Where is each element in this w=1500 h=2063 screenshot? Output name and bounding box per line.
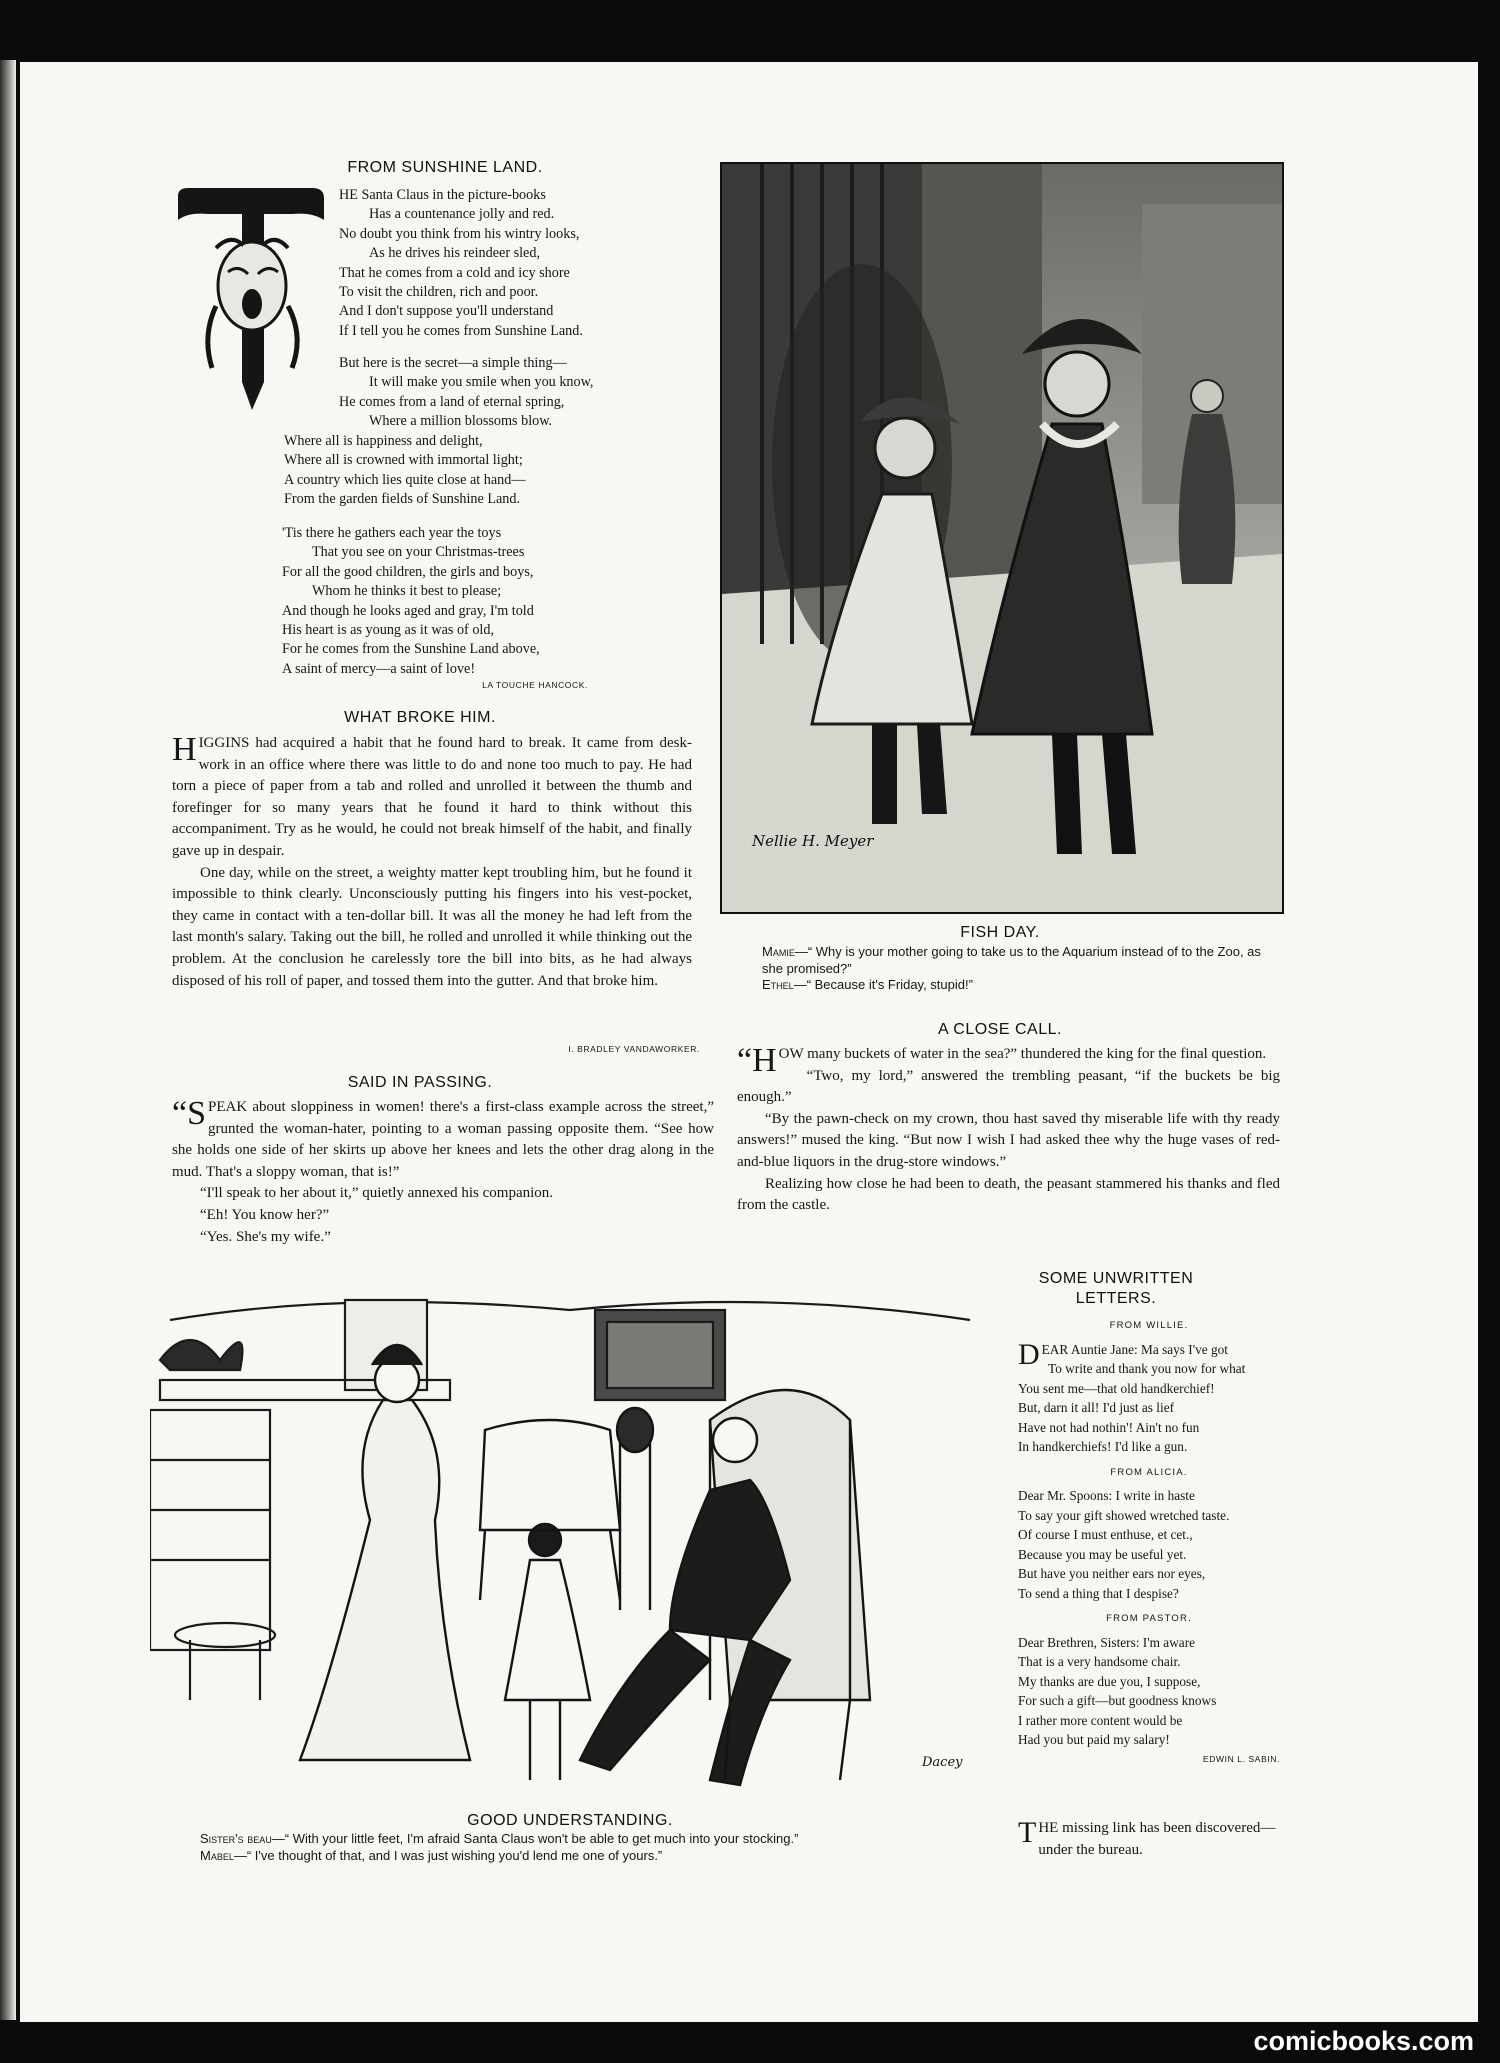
verse-line: For such a gift—but goodness knows bbox=[1018, 1693, 1217, 1708]
verse-line: A country which lies quite close at hand— bbox=[284, 471, 526, 488]
verse-line: For all the good children, the girls and boys, bbox=[282, 563, 534, 580]
verse-line: Dear Mr. Spoons: I write in haste bbox=[1018, 1488, 1195, 1503]
verse-line: To write and thank you now for what bbox=[1048, 1361, 1246, 1376]
story-close-call bbox=[737, 1044, 1280, 1217]
poem-title-letters: SOME UNWRITTEN LETTERS. bbox=[1038, 1270, 1194, 1307]
verse-line: Where a million blossoms blow. bbox=[369, 413, 553, 430]
verse-line: But, darn it all! I'd just as lief bbox=[1018, 1400, 1175, 1415]
watermark-logo: comicbooks.com bbox=[1253, 2026, 1474, 2056]
paragraph: “By the pawn-check on my crown, thou hast saved thy miserable life with thy ready answers!” mused the king. “But now I wish I had asked thee why the huge vases of red-and-blue liquors in the drug-store windows.” bbox=[737, 1110, 1280, 1170]
story-title-close-call: A CLOSE CALL. bbox=[938, 1021, 1062, 1038]
verse-line: As he drives his reindeer sled, bbox=[369, 245, 540, 262]
verse-line: Has a countenance jolly and red. bbox=[369, 206, 555, 223]
verse-line: Where all is crowned with immortal light; bbox=[284, 452, 523, 469]
poem-title: FROM SUNSHINE LAND. bbox=[347, 159, 543, 176]
story-passing bbox=[172, 1097, 714, 1248]
paragraph: “Yes. She's my wife.” bbox=[200, 1228, 331, 1245]
letter-heading: FROM PASTOR. bbox=[1106, 1613, 1192, 1624]
illustration-good-understanding bbox=[150, 1280, 990, 1805]
caption-line: Ethel—“ Because it's Friday, stupid!” bbox=[762, 977, 973, 992]
caption-title-good: GOOD UNDERSTANDING. bbox=[467, 1812, 673, 1829]
mask-drop-cap-icon bbox=[172, 186, 328, 414]
drop-cap: H bbox=[172, 731, 197, 768]
drop-cap: T bbox=[1018, 1816, 1037, 1849]
drop-cap: D bbox=[1018, 1337, 1040, 1371]
paragraph: “I'll speak to her about it,” quietly annexed his companion. bbox=[200, 1185, 554, 1202]
verse-line: Had you but paid my salary! bbox=[1018, 1732, 1170, 1747]
letters-block bbox=[1018, 1310, 1280, 1769]
verse-line: From the garden fields of Sunshine Land. bbox=[284, 491, 521, 508]
verse-line: My thanks are due you, I suppose, bbox=[1018, 1673, 1201, 1689]
caption-title-fish: FISH DAY. bbox=[960, 924, 1040, 941]
illustration-fish-day bbox=[720, 162, 1284, 914]
page-edge bbox=[0, 60, 16, 2020]
poem-stanza-1 bbox=[339, 186, 583, 341]
poem-stanza-2-cont bbox=[284, 432, 526, 510]
story-title-passing: SAID IN PASSING. bbox=[347, 1074, 493, 1091]
decorative-initial-t bbox=[172, 186, 328, 414]
two-girls-illustration-icon bbox=[722, 164, 1282, 912]
poem-author: LA TOUCHE HANCOCK. bbox=[482, 680, 588, 690]
paragraph: “Eh! You know her?” bbox=[200, 1206, 330, 1223]
verse-line: In handkerchiefs! I'd like a gun. bbox=[1018, 1439, 1188, 1454]
story-title-broke: WHAT BROKE HIM. bbox=[344, 709, 496, 726]
caption-line: Mabel—“ I've thought of that, and I was just wishing you'd lend me one of yours.” bbox=[200, 1847, 663, 1863]
verse-line: Of course I must enthuse, et cet., bbox=[1018, 1527, 1193, 1542]
verse-line: To say your gift showed wretched taste. bbox=[1018, 1507, 1230, 1523]
caption-line: Sister's beau—“ With your little feet, I'm afraid Santa Claus won't be able to get much into your stocking.” bbox=[200, 1831, 799, 1846]
verse-line: If I tell you he comes from Sunshine Land. bbox=[339, 322, 583, 339]
story-broke bbox=[172, 733, 692, 992]
parlor-scene-illustration-icon bbox=[150, 1280, 990, 1805]
letter-heading: FROM ALICIA. bbox=[1110, 1466, 1188, 1478]
verse-line: And though he looks aged and gray, I'm told bbox=[282, 602, 534, 619]
verse-line: For he comes from the Sunshine Land above, bbox=[282, 641, 540, 658]
verse-line: His heart is as young as it was of old, bbox=[282, 622, 494, 639]
verse-line: You sent me—that old handkerchief! bbox=[1018, 1380, 1215, 1396]
poem-stanza-2 bbox=[339, 354, 593, 432]
artist-signature: Dacey bbox=[922, 1755, 963, 1770]
paragraph-missing-link: THE missing link has been discovered—under the bureau. bbox=[1018, 1816, 1276, 1858]
verse-line: Have not had nothin'! Ain't no fun bbox=[1018, 1419, 1200, 1435]
drop-cap: “H bbox=[737, 1042, 777, 1079]
verse-line: No doubt you think from his wintry looks, bbox=[339, 225, 580, 242]
verse-line: I rather more content would be bbox=[1018, 1712, 1183, 1728]
poem-author-letters: EDWIN L. SABIN. bbox=[1202, 1753, 1280, 1764]
verse-line: It will make you smile when you know, bbox=[369, 374, 594, 391]
verse-line: HE Santa Claus in the picture-books bbox=[339, 187, 546, 203]
verse-line: To send a thing that I despise? bbox=[1018, 1585, 1179, 1601]
verse-line: DEAR Auntie Jane: Ma says I've got bbox=[1018, 1337, 1228, 1371]
verse-line: But here is the secret—a simple thing— bbox=[339, 355, 567, 371]
drop-cap: “S bbox=[172, 1095, 206, 1132]
verse-line: A saint of mercy—a saint of love! bbox=[282, 660, 476, 677]
verse-line: And I don't suppose you'll understand bbox=[339, 303, 554, 320]
artist-signature: Nellie H. Meyer bbox=[752, 832, 874, 850]
verse-line: He comes from a land of eternal spring, bbox=[339, 393, 565, 410]
verse-line: Where all is happiness and delight, bbox=[284, 433, 483, 449]
verse-line: Whom he thinks it best to please; bbox=[312, 583, 502, 600]
paragraph: OW many buckets of water in the sea?” thundered the king for the final question. bbox=[778, 1046, 1267, 1062]
letter-heading: FROM WILLIE. bbox=[1109, 1320, 1189, 1331]
caption-good-understanding bbox=[200, 1831, 1000, 1864]
verse-line: Dear Brethren, Sisters: I'm aware bbox=[1018, 1634, 1196, 1650]
verse-line: 'Tis there he gathers each year the toys bbox=[282, 525, 502, 541]
verse-line: That you see on your Christmas-trees bbox=[312, 544, 525, 561]
verse-line: That he comes from a cold and icy shore bbox=[339, 264, 570, 281]
paragraph: IGGINS had acquired a habit that he found hard to break. It came from desk-work in an office where there was little to do and none too much to pay. He had torn a piece of paper from a tab and rolled and unrolled it between the thumb and forefinger for so many years that he found it hard to think without this accompaniment. Try as he would, he could not break himself of the habit, and finally gave up in despair. bbox=[172, 735, 692, 859]
verse-line: But have you neither ears nor eyes, bbox=[1018, 1566, 1206, 1581]
caption-fish-day bbox=[730, 944, 1270, 994]
poem-stanza-3 bbox=[282, 524, 540, 679]
verse-line: Because you may be useful yet. bbox=[1018, 1546, 1187, 1562]
verse-line: To visit the children, rich and poor. bbox=[339, 284, 539, 301]
story-author-broke: I. BRADLEY VANDAWORKER. bbox=[568, 1044, 700, 1054]
paragraph: One day, while on the street, a weighty matter kept troubling him, but he found it impossible to think clearly. Unconsciously putting his fingers into his vest-pocket, they came in contact with a ten-dollar bill. It was all the money he had left from the last month's salary. Taking out the bill, he rolled and unrolled it while thinking out the problem. At the conclusion he carelessly tore the bill into bits, as he had always disposed of his roll of paper, and tossed them into the gutter. And that broke him. bbox=[172, 864, 692, 989]
paragraph: Realizing how close he had been to death, the peasant stammered his thanks and fled from the castle. bbox=[737, 1175, 1280, 1214]
paragraph: “Two, my lord,” answered the trembling peasant, “if the buckets be big enough.” bbox=[737, 1067, 1280, 1106]
verse-line: That is a very handsome chair. bbox=[1018, 1654, 1181, 1669]
paragraph: PEAK about sloppiness in women! there's a first-class example across the street,” grunted the woman-hater, pointing to a woman passing opposite them. “See how she holds one side of her skirts up above her knees and lets the other drag along in the mud. That's a sloppy woman, that is!” bbox=[172, 1099, 714, 1180]
caption-line: Mamie—“ Why is your mother going to take us to the Aquarium instead of to the Zoo, as she promised?” bbox=[762, 944, 1261, 976]
